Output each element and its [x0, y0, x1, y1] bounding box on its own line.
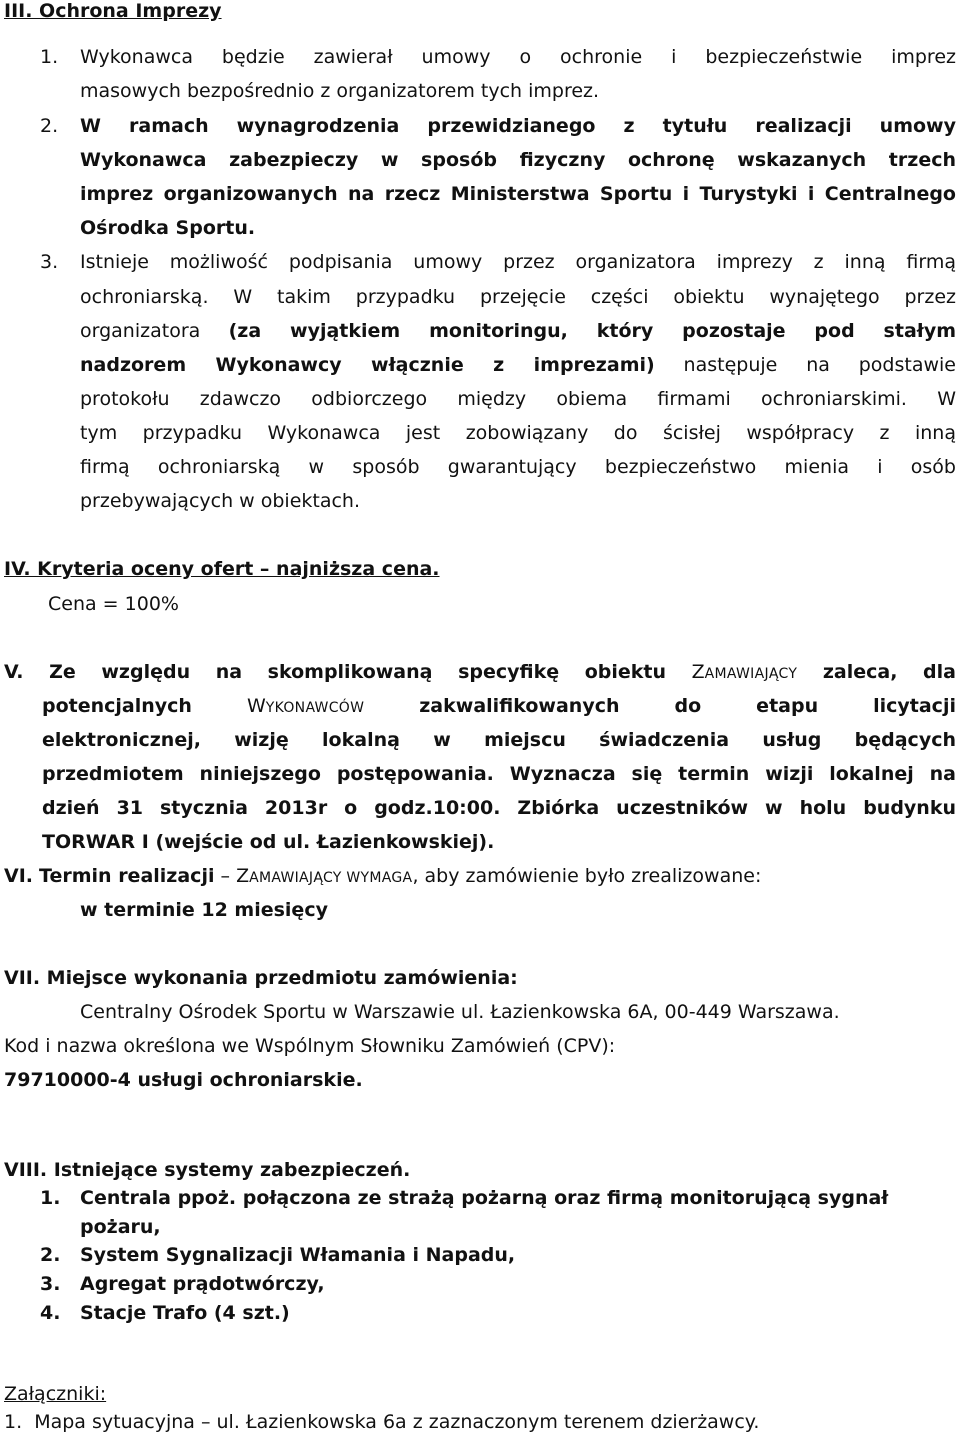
list-item: Stacje Trafo (4 szt.): [80, 1302, 290, 1324]
list-number: 1.: [40, 46, 59, 68]
list-number: 1.: [40, 1187, 61, 1209]
attachments-heading: Załączniki:: [4, 1383, 107, 1405]
paragraph-line: Wykonawca zabezpieczy w sposób fizyczny ochronę wskazanych trzech: [80, 149, 956, 171]
paragraph-line: Wykonawca będzie zawierał umowy o ochronie i bezpieczeństwie imprez: [80, 46, 956, 68]
cpv-label: Kod i nazwa określona we Wspólnym Słowniku Zamówień (CPV):: [4, 1035, 616, 1057]
list-item: pożaru,: [80, 1216, 161, 1238]
paragraph-line: organizatora (za wyjątkiem monitoringu, który pozostaje pod stałym: [80, 320, 956, 342]
section-5-line: przedmiotem niniejszego postępowania. Wyznacza się termin wizji lokalnej na: [42, 763, 956, 785]
section-8-heading: VIII. Istniejące systemy zabezpieczeń.: [4, 1159, 411, 1181]
section-5-line: dzień 31 stycznia 2013r o godz.10:00. Zbiórka uczestników w holu budynku: [42, 797, 956, 819]
list-number: 3.: [40, 1273, 61, 1295]
list-item: System Sygnalizacji Włamania i Napadu,: [80, 1244, 516, 1266]
list-number: 3.: [40, 251, 59, 273]
section-4-heading: IV. Kryteria oceny ofert – najniższa cena.: [4, 558, 440, 580]
paragraph-line: masowych bezpośrednio z organizatorem tych imprez.: [80, 80, 600, 102]
section-5-line: potencjalnych WYKONAWCÓW zakwalifikowanych do etapu licytacji: [42, 695, 956, 717]
paragraph-line: przebywających w obiektach.: [80, 490, 361, 512]
section-7-heading: VII. Miejsce wykonania przedmiotu zamówienia:: [4, 967, 518, 989]
list-item: Centrala ppoż. połączona ze strażą pożarną oraz firmą monitorującą sygnał: [80, 1187, 889, 1209]
execution-place: Centralny Ośrodek Sportu w Warszawie ul. Łazienkowska 6A, 00-449 Warszawa.: [80, 1001, 840, 1023]
section-3-heading: III. Ochrona Imprezy: [4, 0, 222, 22]
list-number: 2.: [40, 1244, 61, 1266]
cpv-value: 79710000-4 usługi ochroniarskie.: [4, 1069, 363, 1091]
list-number: 2.: [40, 115, 59, 137]
section-5-line: TORWAR I (wejście od ul. Łazienkowskiej).: [42, 831, 495, 853]
realization-term: w terminie 12 miesięcy: [80, 899, 328, 921]
section-6-line: VI. Termin realizacji – ZAMAWIAJĄCY WYMAGA, aby zamówienie było zrealizowane:: [4, 865, 762, 887]
paragraph-line: tym przypadku Wykonawca jest zobowiązany do ścisłej współpracy z inną: [80, 422, 956, 444]
paragraph-line: protokołu zdawczo odbiorczego między obiema firmami ochroniarskimi. W: [80, 388, 956, 410]
list-number: 4.: [40, 1302, 61, 1324]
attachment-item: 1. Mapa sytuacyjna – ul. Łazienkowska 6a z zaznaczonym terenem dzierżawcy.: [4, 1411, 760, 1433]
paragraph-line: W ramach wynagrodzenia przewidzianego z tytułu realizacji umowy: [80, 115, 956, 137]
list-item: Agregat prądotwórczy,: [80, 1273, 325, 1295]
paragraph-line: firmą ochroniarską w sposób gwarantujący bezpieczeństwo mienia i osób: [80, 456, 956, 478]
paragraph-line: Istnieje możliwość podpisania umowy przez organizatora imprezy z inną firmą: [80, 251, 956, 273]
paragraph-line: ochroniarską. W takim przypadku przejęcie części obiektu wynajętego przez: [80, 286, 956, 308]
paragraph-line: imprez organizowanych na rzecz Ministerstwa Sportu i Turystyki i Centralnego: [80, 183, 956, 205]
paragraph-line: nadzorem Wykonawcy włącznie z imprezami) następuje na podstawie: [80, 354, 956, 376]
section-5-line: V. Ze względu na skomplikowaną specyfikę obiektu ZAMAWIAJĄCY zaleca, dla: [4, 661, 956, 683]
section-5-line: elektronicznej, wizję lokalną w miejscu świadczenia usług będących: [42, 729, 956, 751]
paragraph-line: Ośrodka Sportu.: [80, 217, 256, 239]
price-weight: Cena = 100%: [48, 593, 179, 615]
